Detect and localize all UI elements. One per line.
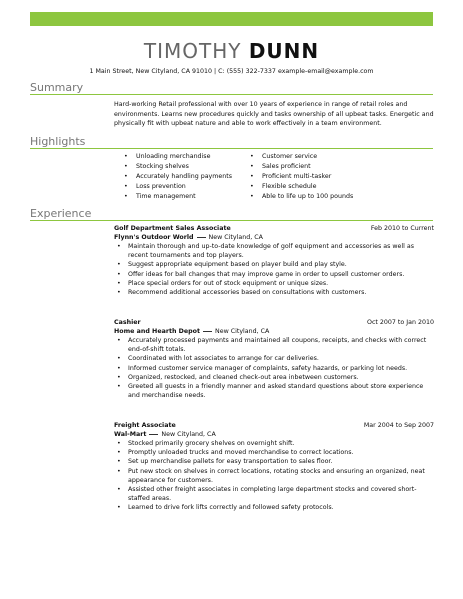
highlight-item: • Sales proficient xyxy=(250,162,353,172)
job-dates: Feb 2010 to Current xyxy=(370,225,434,232)
job-entry-3 xyxy=(114,421,434,513)
job-dates: Mar 2004 to Sep 2007 xyxy=(363,422,434,429)
separator-dash xyxy=(149,434,158,435)
list-item: • Stocked primarily grocery shelves on overnight shift. xyxy=(114,439,434,448)
company-name: Flynn's Outdoor World xyxy=(114,234,194,241)
job-bullet-list xyxy=(114,242,434,297)
list-item: • Assisted other freight associates in completing large department stocks and covered short-staffed areas. xyxy=(114,485,434,503)
company-location: New Cityland, CA xyxy=(208,234,263,241)
candidate-name xyxy=(0,40,463,62)
job-entry-1 xyxy=(114,224,434,297)
job-dates: Oct 2007 to Jan 2010 xyxy=(367,319,434,326)
list-item: • Learned to drive fork lifts correctly and followed safety protocols. xyxy=(114,503,434,512)
list-item: • Put new stock on shelves in correct locations, rotating stocks and ensuring an organized, neat appearance for customers. xyxy=(114,467,434,485)
list-item: • Greeted all guests in a friendly manner and asked standard questions about store experience and merchandise needs. xyxy=(114,382,434,400)
job-title: Cashier xyxy=(114,319,141,326)
summary-heading: Summary xyxy=(30,81,84,94)
job-entry-2 xyxy=(114,318,434,400)
job-title: Golf Department Sales Associate xyxy=(114,225,231,232)
highlight-item: • Customer service xyxy=(250,152,353,162)
list-item: • Maintain thorough and up-to-date knowledge of golf equipment and accessories as well as recent tournaments and top players. xyxy=(114,242,434,260)
company-name: Wal-Mart xyxy=(114,431,147,438)
highlight-item: • Proficient multi-tasker xyxy=(250,172,353,182)
highlights-left-list xyxy=(124,152,232,202)
first-name: TIMOTHY xyxy=(143,39,242,63)
highlight-item: • Time management xyxy=(124,192,232,202)
highlight-item: • Unloading merchandise xyxy=(124,152,232,162)
list-item: • Set up merchandise pallets for easy transportation to sales floor. xyxy=(114,457,434,466)
experience-rule xyxy=(30,220,433,221)
last-name: DUNN xyxy=(248,39,320,63)
highlight-item: • Accurately handling payments xyxy=(124,172,232,182)
summary-rule xyxy=(30,94,433,95)
contact-line: 1 Main Street, New Cityland, CA 91010 | C: (555) 322-7337 example-email@example.com xyxy=(89,68,374,75)
list-item: • Coordinated with lot associates to arrange for car deliveries. xyxy=(114,354,434,363)
highlight-item: • Able to life up to 100 pounds xyxy=(250,192,353,202)
list-item: • Accurately processed payments and maintained all coupons, receipts, and checks with correct end-of-shift totals. xyxy=(114,336,434,354)
separator-dash xyxy=(203,331,212,332)
highlight-item: • Flexible schedule xyxy=(250,182,353,192)
list-item: • Recommend additional accessories based on consultations with customers. xyxy=(114,288,434,297)
highlights-heading: Highlights xyxy=(30,135,86,148)
list-item: • Organized, restocked, and cleaned check-out area inbetween customers. xyxy=(114,373,434,382)
company-name: Home and Hearth Depot xyxy=(114,328,200,335)
separator-dash xyxy=(197,237,206,238)
company-location: New Cityland, CA xyxy=(161,431,216,438)
list-item: • Place special orders for out of stock equipment or unique sizes. xyxy=(114,279,434,288)
summary-text: Hard-working Retail professional with over 10 years of experience in range of retail roles and environments. Learns new procedures quickly and tasks ownership of all upbeat tasks. Energetic and physically fit with upbeat nature and able to work effectively in a team environment. xyxy=(114,101,434,128)
highlights-right-list xyxy=(250,152,353,202)
list-item: • Informed customer service manager of complaints, safety hazards, or parking lot needs. xyxy=(114,364,434,373)
experience-heading: Experience xyxy=(30,207,92,220)
company-location: New Cityland, CA xyxy=(214,328,270,335)
highlights-rule xyxy=(30,148,433,149)
highlight-item: • Loss prevention xyxy=(124,182,232,192)
header-accent-bar xyxy=(30,12,433,26)
job-title: Freight Associate xyxy=(114,422,176,429)
highlight-item: • Stocking shelves xyxy=(124,162,232,172)
list-item: • Offer ideas for ball changes that may improve game in order to upsell customer orders. xyxy=(114,270,434,279)
job-bullet-list xyxy=(114,336,434,400)
list-item: • Promptly unloaded trucks and moved merchandise to correct locations. xyxy=(114,448,434,457)
list-item: • Suggest appropriate equipment based on player build and play style. xyxy=(114,260,434,269)
job-bullet-list xyxy=(114,439,434,513)
